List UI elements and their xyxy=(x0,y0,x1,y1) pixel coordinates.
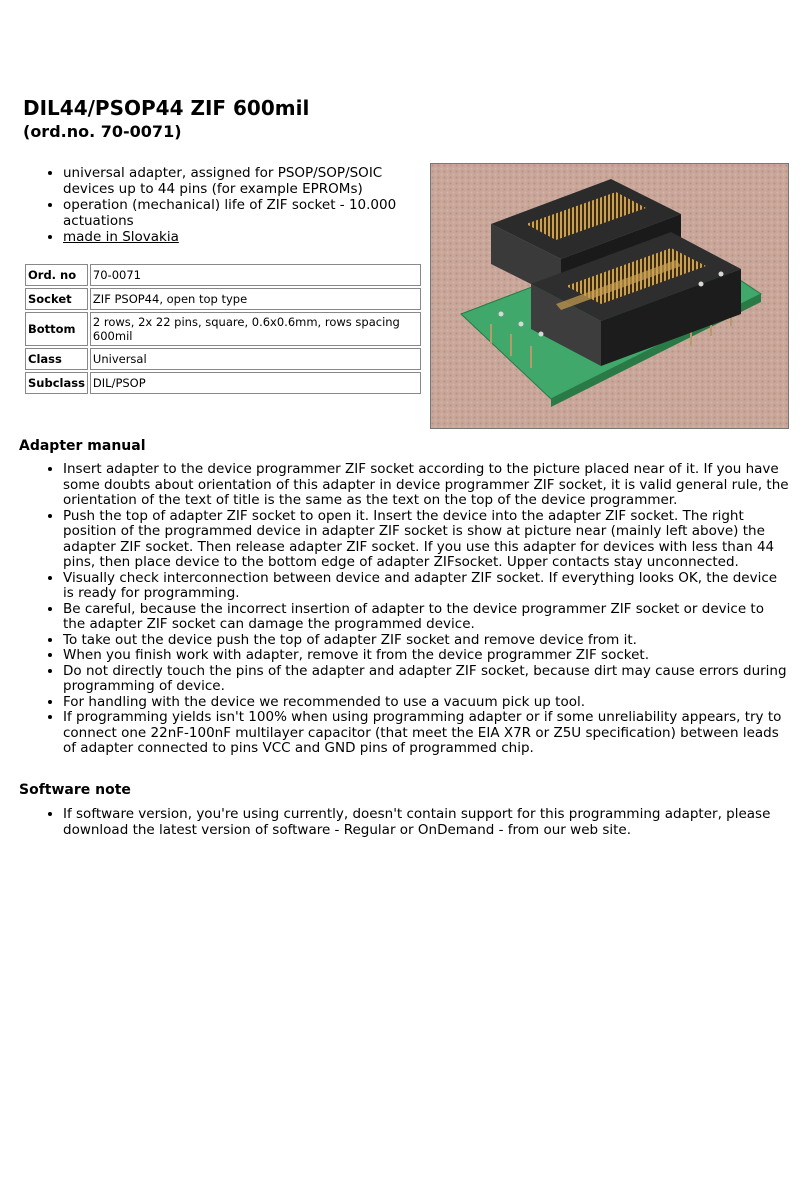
list-item: • For handling with the device we recommended to use a vacuum pick up tool. xyxy=(63,695,789,711)
spec-row xyxy=(25,288,421,310)
adapter-photo xyxy=(430,163,789,429)
spec-row xyxy=(25,372,421,394)
spec-value: 2 rows, 2x 22 pins, square, 0.6x0.6mm, rows spacing 600mil xyxy=(90,312,421,346)
spec-value: DIL/PSOP xyxy=(90,372,421,394)
feature-list xyxy=(23,165,423,245)
order-number-subtitle: (ord.no. 70-0071) xyxy=(23,122,182,141)
software-note-heading: Software note xyxy=(19,782,131,798)
list-item: • Do not directly touch the pins of the adapter and adapter ZIF socket, because dirt may cause errors during programming of device. xyxy=(63,664,789,695)
spec-row xyxy=(25,348,421,370)
spec-key: Class xyxy=(25,348,88,370)
list-item: • Visually check interconnection between device and adapter ZIF socket. If everything looks OK, the device is ready for programming. xyxy=(63,571,789,602)
list-item: • If software version, you're using currently, doesn't contain support for this programming adapter, please download the latest version of software - Regular or OnDemand - from our web site. xyxy=(63,807,789,838)
spec-row xyxy=(25,264,421,286)
list-item: • If programming yields isn't 100% when using programming adapter or if some unreliability appears, try to connect one 22nF-100nF multilayer capacitor (that meet the EIA X7R or Z5U specification) between leads of adapter connected to pins VCC and GND pins of programmed chip. xyxy=(63,710,789,757)
spec-key: Bottom xyxy=(25,312,88,346)
adapter-manual-list xyxy=(23,462,789,757)
feature-item: • universal adapter, assigned for PSOP/SOP/SOIC devices up to 44 pins (for example EPROMs) xyxy=(63,165,423,197)
list-item: • Insert adapter to the device programmer ZIF socket according to the picture placed near of it. If you have some doubts about orientation of this adapter in device programmer ZIF socket, it is valid general rule, the orientation of the text of title is the same as the text on the top of the device programmer. xyxy=(63,462,789,509)
spec-key: Ord. no xyxy=(25,264,88,286)
list-item: • When you finish work with adapter, remove it from the device programmer ZIF socket. xyxy=(63,648,789,664)
feature-item xyxy=(63,229,423,245)
software-note-list xyxy=(23,807,789,838)
spec-value: 70-0071 xyxy=(90,264,421,286)
spec-value: Universal xyxy=(90,348,421,370)
feature-item: • operation (mechanical) life of ZIF socket - 10.000 actuations xyxy=(63,197,423,229)
list-item: • To take out the device push the top of adapter ZIF socket and remove device from it. xyxy=(63,633,789,649)
spec-key: Subclass xyxy=(25,372,88,394)
spec-value: ZIF PSOP44, open top type xyxy=(90,288,421,310)
spec-table xyxy=(23,262,423,396)
adapter-manual-heading: Adapter manual xyxy=(19,438,146,454)
list-item: • Push the top of adapter ZIF socket to open it. Insert the device into the adapter ZIF socket. The right position of the programmed device in adapter ZIF socket is show at picture near (mainly left above) the adapter ZIF socket. Then release adapter ZIF socket. If you use this adapter for devices with less than 44 pins, then place device to the bottom edge of adapter ZIFsocket. Upper contacts stay unconnected. xyxy=(63,509,789,571)
page-title: DIL44/PSOP44 ZIF 600mil xyxy=(23,96,310,120)
made-in-slovakia-link[interactable]: made in Slovakia xyxy=(63,229,179,245)
spec-key: Socket xyxy=(25,288,88,310)
spec-row xyxy=(25,312,421,346)
list-item: • Be careful, because the incorrect insertion of adapter to the device programmer ZIF socket or device to the adapter ZIF socket can damage the programmed device. xyxy=(63,602,789,633)
